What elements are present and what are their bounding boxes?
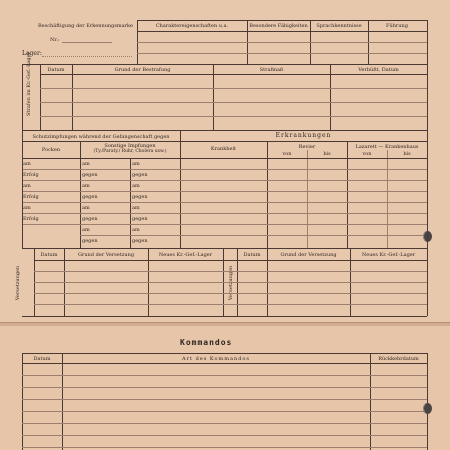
- strafen-col-grund: Grund der Bestrafung: [114, 67, 171, 73]
- imp-row-label: Erfolg: [23, 194, 39, 200]
- imp-row-label: am: [23, 183, 31, 189]
- imp-row-label: am: [23, 205, 31, 211]
- imp-row-mid: gegen: [82, 172, 98, 178]
- nr-line: [62, 42, 112, 43]
- strafen-col-datum: Datum: [47, 67, 65, 73]
- vers-col-lager: Neues Kr.-Gef.-Lager: [361, 252, 416, 258]
- imp-row-label: Erfolg: [23, 216, 39, 222]
- imp-row-mid: gegen: [82, 238, 98, 244]
- kommandos-col-art: Art des Kommandos: [182, 356, 250, 362]
- imp-row-mid: am: [82, 227, 90, 233]
- imp-row-right: am: [132, 227, 140, 233]
- versetzungen-side-label: Versetzungen: [15, 265, 21, 301]
- vers-col-datum: Datum: [40, 252, 58, 258]
- sprachen-label: Sprachkenntnisse: [316, 23, 362, 29]
- vers-col-grund: Grund der Versetzung: [280, 252, 337, 258]
- kommandos-col-datum: Datum: [33, 356, 51, 362]
- punch-hole: [423, 403, 432, 414]
- col-sonstige: Sonstige Impfungen: [104, 143, 156, 149]
- imp-row-label: am: [23, 161, 31, 167]
- fuehrung-label: Führung: [386, 23, 408, 29]
- col-krankheit: Krankheit: [210, 146, 237, 152]
- col-lazarett: Lazarett — Krankenhaus: [355, 144, 419, 150]
- strafen-col-strafmass: Strafmaß: [259, 67, 284, 73]
- revier-von: von: [282, 151, 292, 157]
- imp-row-right: am: [132, 161, 140, 167]
- revier-bis: bis: [323, 151, 331, 157]
- imp-row-mid: am: [82, 205, 90, 211]
- lazarett-bis: bis: [403, 151, 411, 157]
- imp-row-mid: am: [82, 161, 90, 167]
- col-pocken: Pocken: [41, 147, 61, 153]
- imp-row-right: gegen: [132, 194, 148, 200]
- charakter-label: Charaktereigenschaften u.a.: [155, 23, 229, 29]
- lager-label: Lager:: [22, 50, 42, 57]
- kommandos-title: Kommandos: [180, 338, 233, 347]
- vers-col-datum: Datum: [243, 252, 261, 258]
- lager-line: [42, 56, 132, 57]
- versetzungen-side-label: Versetzungen: [228, 265, 234, 301]
- nr-label: Nr.:: [50, 37, 60, 43]
- imp-row-right: gegen: [132, 216, 148, 222]
- lazarett-von: von: [362, 151, 372, 157]
- imp-row-right: gegen: [132, 238, 148, 244]
- imp-row-right: am: [132, 205, 140, 211]
- vers-col-lager: Neues Kr.-Gef.-Lager: [158, 252, 213, 258]
- erkrankungen-title: Erkrankungen: [275, 132, 332, 139]
- vers-col-grund: Grund der Versetzung: [77, 252, 135, 258]
- impfungen-title: Schutzimpfungen während der Gefangenschaft gegen: [32, 134, 170, 140]
- faehigkeiten-label: Besondere Fähigkeiten: [249, 23, 308, 29]
- col-sonstige-sub: (Ty./Paraty./ Ruhr, Cholera usw.): [93, 149, 167, 154]
- imp-row-mid: gegen: [82, 216, 98, 222]
- col-revier: Revier: [298, 144, 316, 150]
- beschaftigung-label: Beschäftigung der Erkennungsmarke: [38, 23, 134, 29]
- card-back: [0, 326, 450, 450]
- imp-row-label: Erfolg: [23, 172, 39, 178]
- imp-row-right: am: [132, 183, 140, 189]
- strafen-col-verbuesst: Verbüßt, Datum: [358, 67, 399, 73]
- strafen-side-label: Strafen im Kr.-Gef.-Lager: [26, 52, 32, 116]
- imp-row-mid: gegen: [82, 194, 98, 200]
- kommandos-col-rueckkehr: Rückkehrdatum: [378, 356, 419, 362]
- imp-row-mid: am: [82, 183, 90, 189]
- imp-row-right: gegen: [132, 172, 148, 178]
